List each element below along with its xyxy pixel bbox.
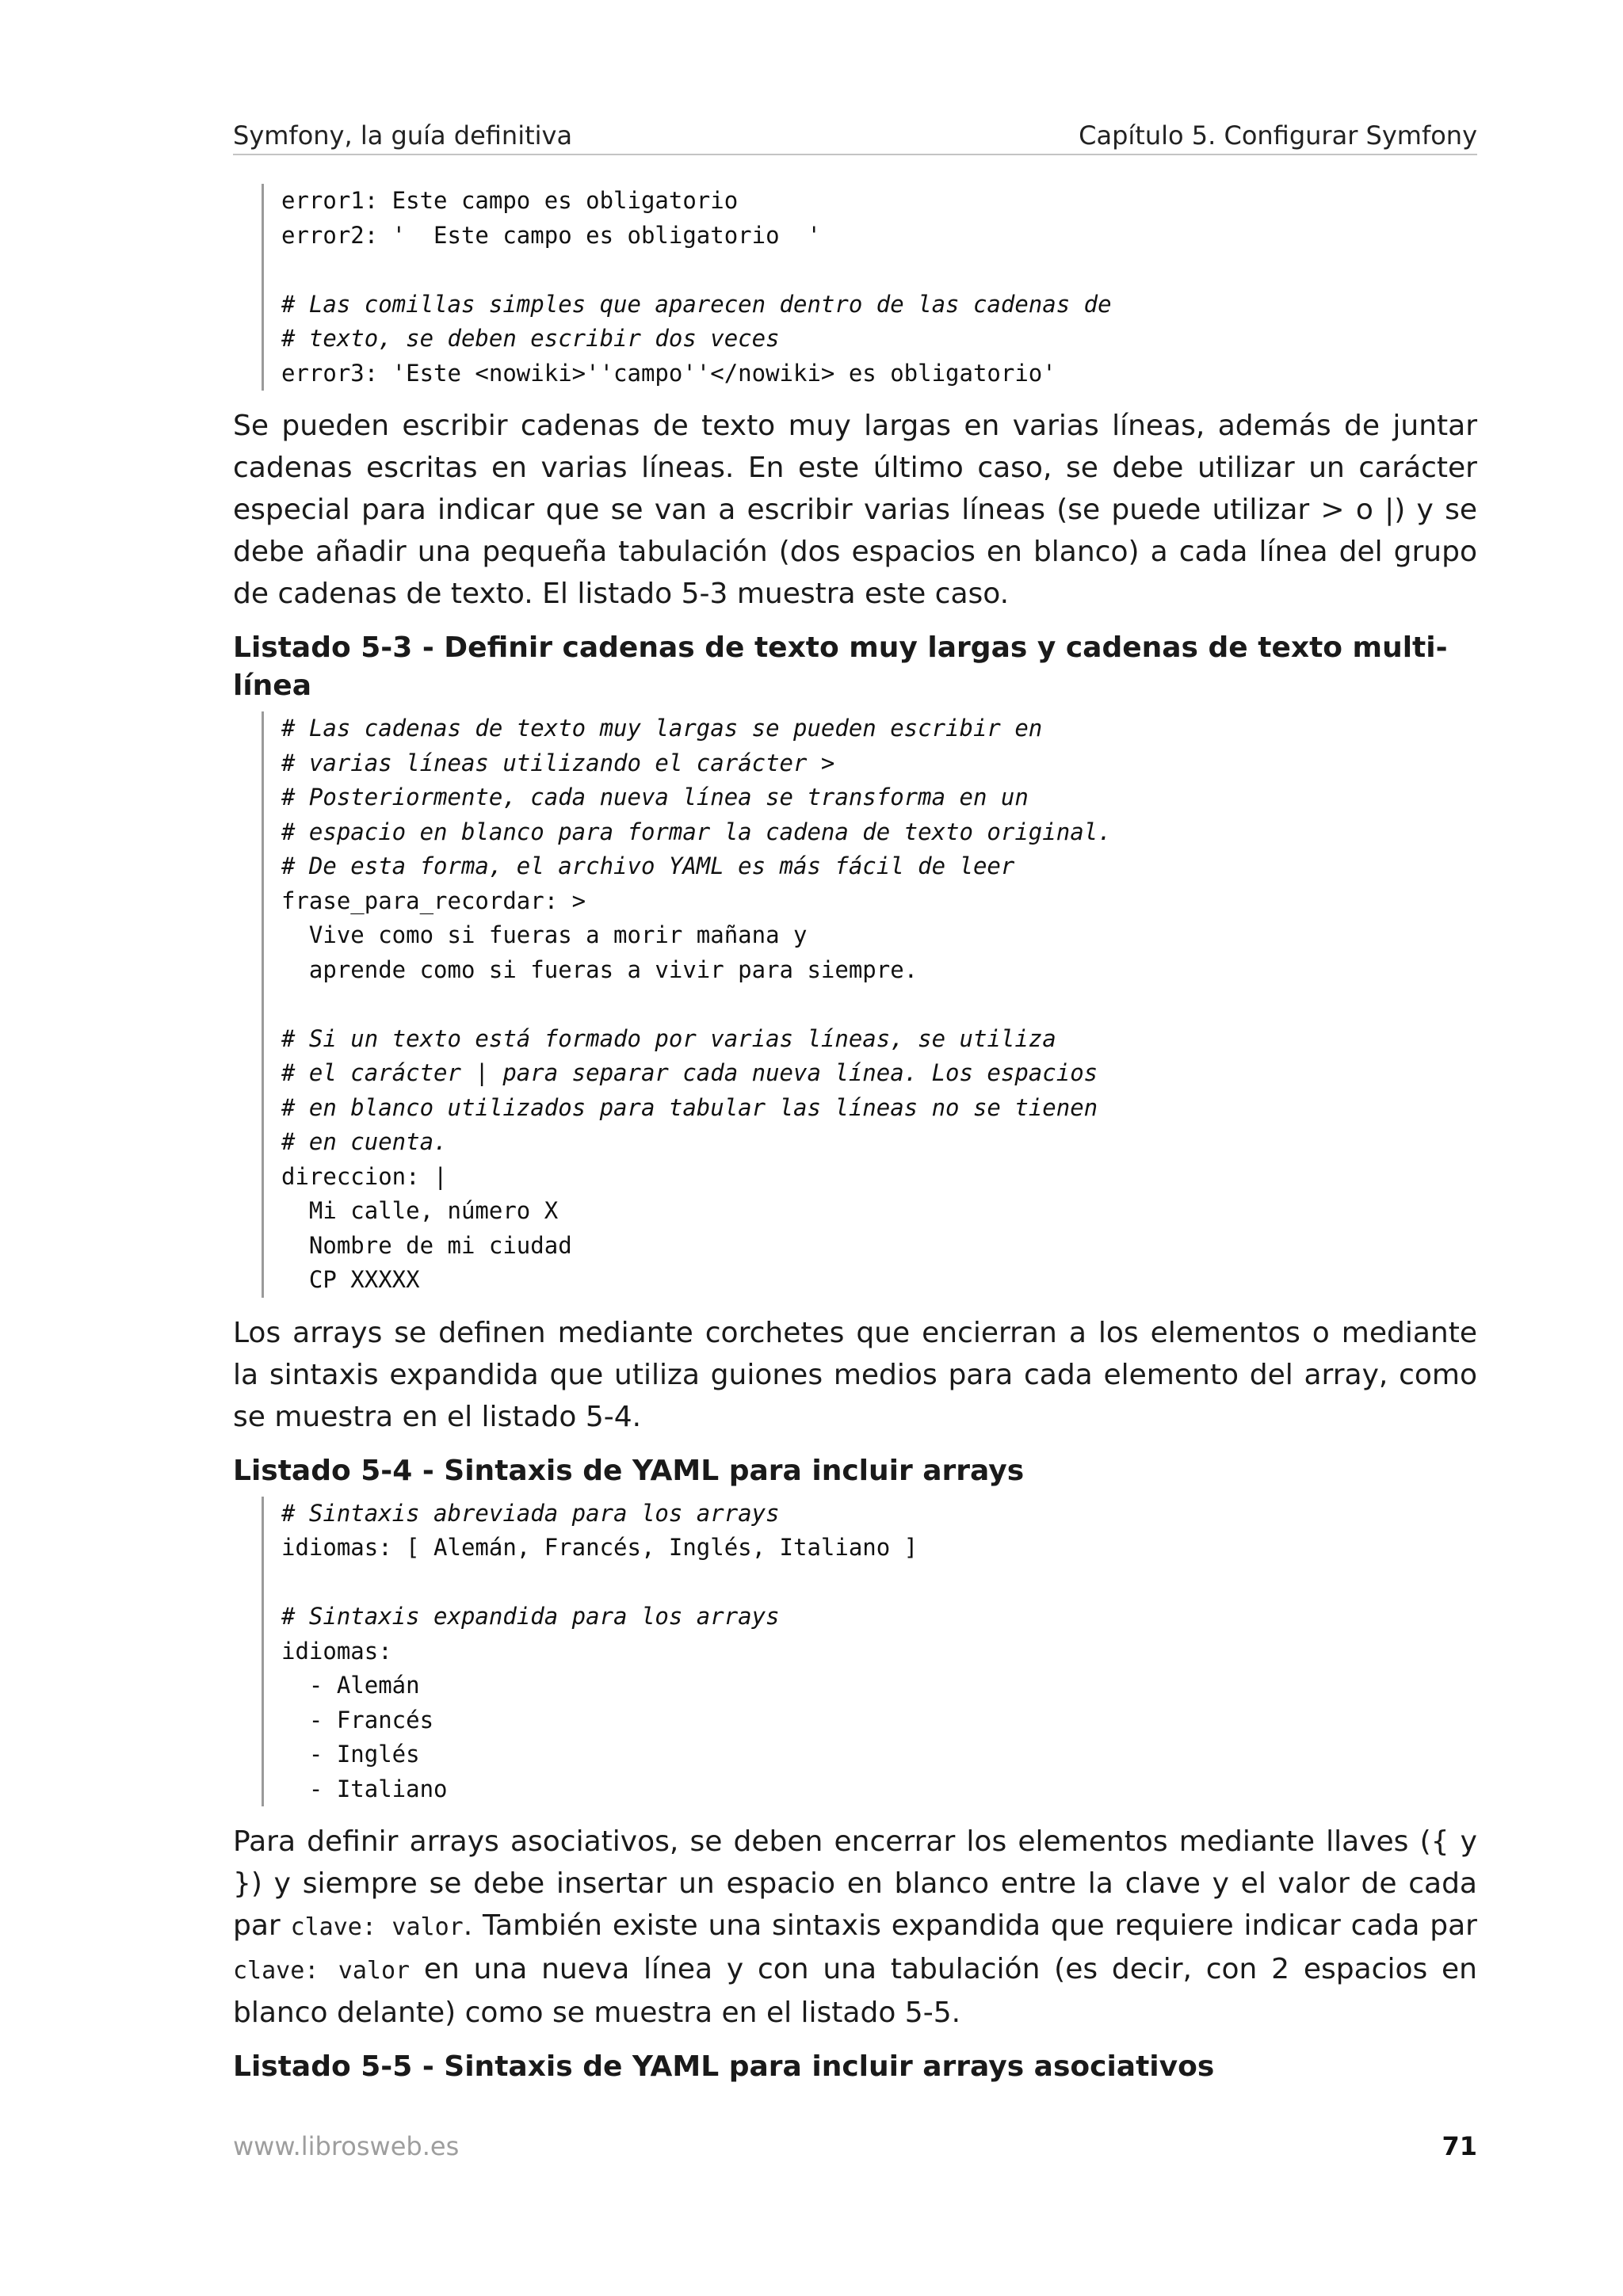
page-content (233, 184, 1477, 2092)
listing-5-4-heading: Listado 5-4 - Sintaxis de YAML para incluir arrays (233, 1454, 1025, 1487)
listing-5-5-heading: Listado 5-5 - Sintaxis de YAML para incluir arrays asociativos (233, 2050, 1215, 2083)
chapter-title: Capítulo 5. Configurar Symfony (1079, 120, 1477, 151)
code-comment-line: # Sintaxis abreviada para los arrays (281, 1499, 780, 1527)
code-line (281, 253, 1477, 288)
code-line: - Francés (281, 1706, 434, 1733)
inline-code-clave-valor-2: clave: valor (233, 1957, 411, 1985)
code-comment-line: # espacio en blanco para formar la cadena de texto original. (281, 818, 1112, 845)
code-line: - Italiano (281, 1775, 448, 1802)
code-comment-line: # texto, se deben escribir dos veces (281, 325, 780, 352)
para3-text-3: en una nueva línea y con una tabulación (es decir, con 2 espacios en blanco delante) como se muestra en el listado 5-5. (233, 1953, 1477, 2029)
para3-text-2: . También existe una sintaxis expandida que requiere indicar cada par (463, 1909, 1477, 1942)
para3-text-1: Para definir arrays asociativos, se deben encerrar los elementos mediante llaves ({ y }) y siempre se debe insertar un espacio en blanco entre la clave y el valor de cada par (233, 1825, 1477, 1942)
code-line: direccion: | (281, 1162, 448, 1190)
code-comment-line: # Si un texto está formado por varias líneas, se utiliza (281, 1024, 1056, 1052)
listing-5-3-heading: Listado 5-3 - Definir cadenas de texto muy largas y cadenas de texto multi-línea (233, 631, 1448, 702)
paragraph-multiline-strings: Se pueden escribir cadenas de texto muy largas en varias líneas, además de juntar cadenas escritas en varias líneas. En este último caso, se debe utilizar un carácter especial para indicar que se van a escribir varias líneas (se puede utilizar > o |) y se debe añadir una pequeña tabulación (dos espacios en blanco) a cada línea del grupo de cadenas de texto. El listado 5-3 muestra este caso. (233, 410, 1477, 610)
code-comment-line: # Sintaxis expandida para los arrays (281, 1603, 780, 1630)
inline-code-clave-valor: clave: valor (290, 1913, 464, 1941)
code-block-listing-5-3 (262, 711, 1477, 1298)
code-block-listing-5-4 (262, 1497, 1477, 1807)
code-line: error3: 'Este <nowiki>''campo''</nowiki> es obligatorio' (281, 359, 1056, 387)
code-line: Nombre de mi ciudad (281, 1231, 572, 1259)
code-line: CP XXXXX (281, 1266, 420, 1293)
code-comment-line: # Posteriormente, cada nueva línea se transforma en un (281, 784, 1029, 810)
code-comment-line: # Las comillas simples que aparecen dentro de las cadenas de (281, 290, 1112, 318)
code-comment-line: # Las cadenas de texto muy largas se pueden escribir en (281, 715, 1043, 742)
page-header (233, 117, 1477, 155)
code-comment-line: # en cuenta. (281, 1128, 448, 1155)
code-line: idiomas: (281, 1637, 392, 1665)
code-line: error1: Este campo es obligatorio (281, 187, 739, 214)
code-block-errors (262, 184, 1477, 391)
code-line: Vive como si fueras a morir mañana y (281, 921, 808, 948)
code-comment-line: # el carácter | para separar cada nueva línea. Los espacios (281, 1059, 1098, 1086)
code-line: frase_para_recordar: > (281, 887, 586, 914)
book-title: Symfony, la guía definitiva (233, 120, 573, 151)
code-line (281, 1566, 1477, 1600)
code-line: aprende como si fueras a vivir para siempre. (281, 955, 918, 983)
code-comment-line: # en blanco utilizados para tabular las líneas no se tienen (281, 1093, 1098, 1121)
paragraph-associative-arrays (233, 1821, 1477, 2034)
code-line: idiomas: [ Alemán, Francés, Inglés, Italiano ] (281, 1534, 918, 1561)
code-comment-line: # De esta forma, el archivo YAML es más fácil de leer (281, 852, 1015, 879)
website-link[interactable]: www.librosweb.es (233, 2131, 460, 2161)
page-footer (233, 2131, 1477, 2171)
code-line: Mi calle, número X (281, 1197, 559, 1224)
paragraph-arrays: Los arrays se definen mediante corchetes que encierran a los elementos o mediante la sintaxis expandida que utiliza guiones medios para cada elemento del array, como se muestra en el listado 5-4. (233, 1316, 1477, 1433)
code-line: - Inglés (281, 1741, 420, 1768)
page-number: 71 (1442, 2131, 1477, 2161)
code-line: - Alemán (281, 1672, 420, 1699)
code-comment-line: # varias líneas utilizando el carácter > (281, 749, 835, 776)
code-line: error2: ' Este campo es obligatorio ' (281, 221, 821, 249)
code-line (281, 987, 1477, 1022)
